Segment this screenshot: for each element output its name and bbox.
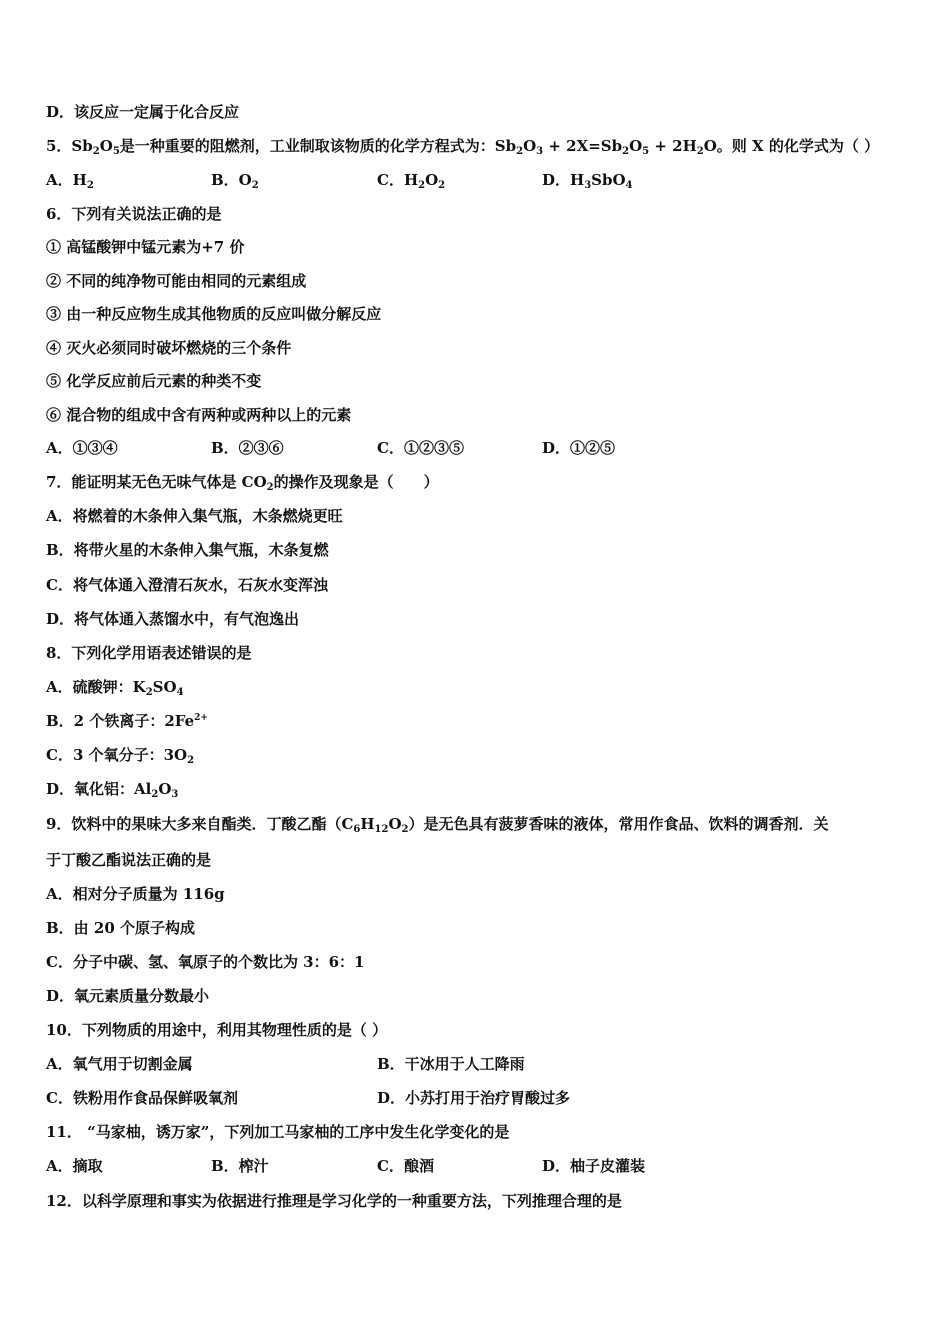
q9-option-b: B．由 20 个原子构成 (46, 919, 195, 937)
q5-option-c: C．$H_2O_2$ (377, 171, 446, 191)
q11-option-c: C．酿酒 (377, 1157, 434, 1175)
q11-option-d: D．柚子皮灌装 (542, 1157, 646, 1175)
q10-option-b: B．干冰用于人工降雨 (377, 1055, 525, 1073)
q9-option-a: A．相对分子质量为 116g (46, 885, 225, 903)
q5-option-b: B．$O_2$ (211, 171, 259, 191)
q5-stem: 5．$Sb_2O_5$是一种重要的阻燃剂，工业制取该物质的化学方程式为：$Sb_2O_3 + 2X=Sb_2O_5 + 2H_2O$。则 X 的化学式为（ ） (46, 137, 880, 157)
q9-option-c: C．分子中碳、氢、氧原子的个数比为 3：6：1 (46, 953, 365, 971)
q4-option-d: D．该反应一定属于化合反应 (46, 103, 240, 121)
q9-stem: 9．饮料中的果味大多来自酯类．丁酸乙酯$(C_6H_{12}O_2)$是无色具有菠萝香味的液体，常用作食品、饮料的调香剂．关 (46, 815, 829, 835)
q6-statement: ④ 灭火必须同时破坏燃烧的三个条件 (46, 339, 292, 357)
q10-stem: 10．下列物质的用途中，利用其物理性质的是（ ） (46, 1021, 388, 1039)
q11-option-b: B．榨汁 (211, 1157, 269, 1175)
q12-stem: 12．以科学原理和事实为依据进行推理是学习化学的一种重要方法，下列推理合理的是 (46, 1192, 622, 1210)
q6-statement: ⑤ 化学反应前后元素的种类不变 (46, 372, 262, 390)
q7-option-c: C．将气体通入澄清石灰水，石灰水变浑浊 (46, 576, 328, 594)
q7-option-a: A．将燃着的木条伸入集气瓶，木条燃烧更旺 (46, 507, 343, 525)
q6-option-d: D．①②⑤ (542, 439, 616, 457)
q6-statement: ② 不同的纯净物可能由相同的元素组成 (46, 272, 307, 290)
q5-option-a: A．$H_2$ (46, 171, 94, 191)
q7-option-d: D．将气体通入蒸馏水中，有气泡逸出 (46, 610, 300, 628)
q10-option-d: D．小苏打用于治疗胃酸过多 (377, 1089, 571, 1107)
q6-option-b: B．②③⑥ (211, 439, 284, 457)
q8-stem: 8．下列化学用语表述错误的是 (46, 644, 252, 662)
q6-statement: ⑥ 混合物的组成中含有两种或两种以上的元素 (46, 406, 352, 424)
q6-statement: ① 高锰酸钾中锰元素为+7 价 (46, 238, 245, 256)
q7-stem: 7．能证明某无色无味气体是 $CO_2$的操作及现象是（ ） (46, 473, 439, 493)
q6-option-c: C．①②③⑤ (377, 439, 464, 457)
q8-option-a: A．硫酸钾：$K_2SO_4$ (46, 678, 184, 698)
q9-option-d: D．氧元素质量分数最小 (46, 987, 210, 1005)
q6-statement: ③ 由一种反应物生成其他物质的反应叫做分解反应 (46, 305, 382, 323)
q5-option-d: D．$H_3SbO_4$ (542, 171, 633, 191)
q10-option-c: C．铁粉用作食品保鲜吸氧剂 (46, 1089, 238, 1107)
q9-stem-line2: 于丁酸乙酯说法正确的是 (46, 851, 212, 869)
q11-stem: 11． “马家柚，诱万家”，下列加工马家柚的工序中发生化学变化的是 (46, 1123, 510, 1141)
q7-option-b: B．将带火星的木条伸入集气瓶，木条复燃 (46, 541, 329, 559)
q11-option-a: A．摘取 (46, 1157, 103, 1175)
q6-option-a: A．①③④ (46, 439, 118, 457)
q8-option-d: D．氧化铝：$Al_2O_3$ (46, 780, 179, 800)
q8-option-c: C．3 个氧分子：$3O_2$ (46, 746, 195, 766)
q8-option-b: B．2 个铁离子：$2Fe^{2+}$ (46, 712, 208, 730)
q10-option-a: A．氧气用于切割金属 (46, 1055, 193, 1073)
q6-stem: 6．下列有关说法正确的是 (46, 205, 222, 223)
